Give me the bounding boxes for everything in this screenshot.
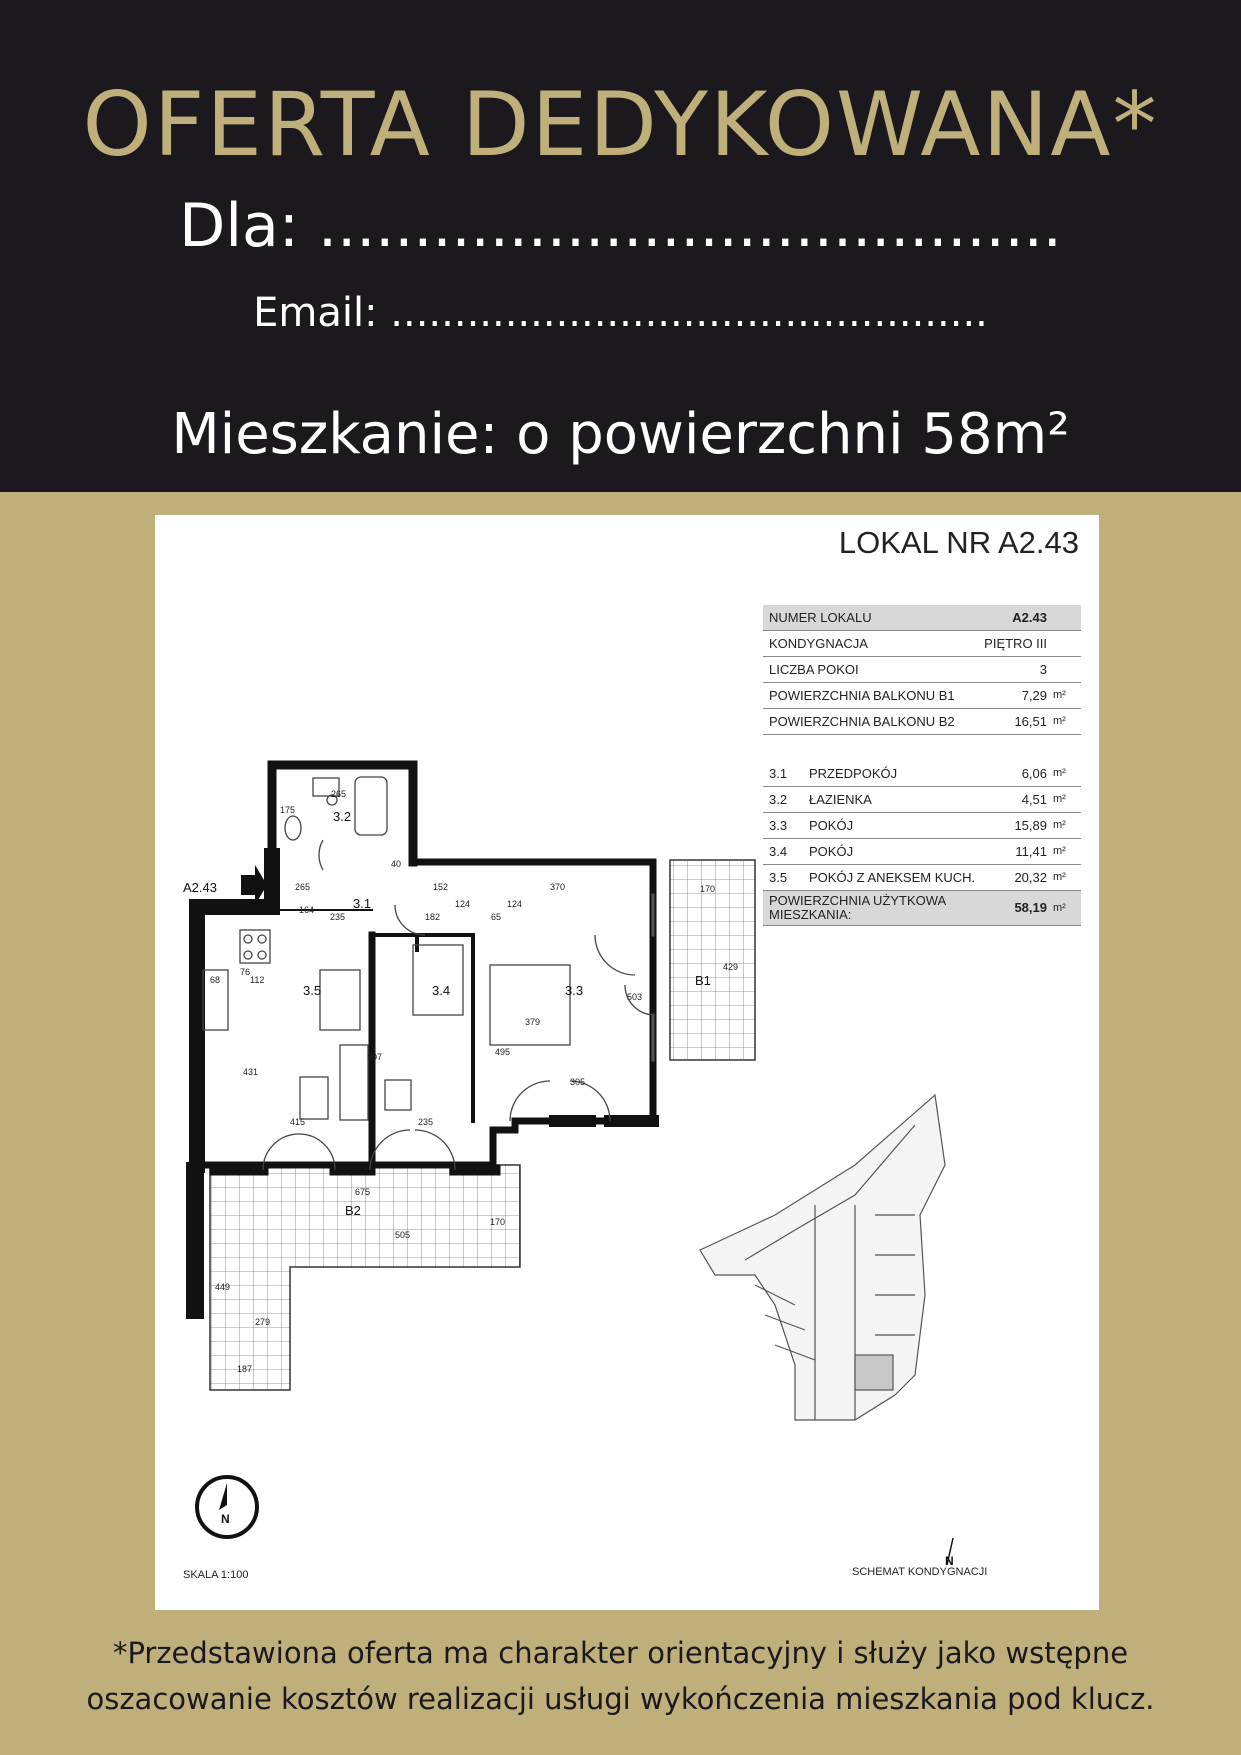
dimension-label: 40 bbox=[391, 859, 402, 869]
balcony-b2 bbox=[210, 1165, 520, 1390]
north-label: N bbox=[221, 1512, 230, 1526]
north-label: N bbox=[945, 1554, 954, 1568]
dimension-label: 187 bbox=[237, 1364, 253, 1374]
dimension-label: 449 bbox=[215, 1282, 231, 1292]
room-row: 3.5 POKÓJ Z ANEKSEM KUCH. 20,32 m² bbox=[763, 865, 1081, 891]
dimension-label: 379 bbox=[525, 1017, 541, 1027]
dimension-label: 68 bbox=[210, 975, 221, 985]
dimension-label: 112 bbox=[250, 975, 265, 985]
balcony-label: B2 bbox=[345, 1203, 361, 1218]
dimension-label: 503 bbox=[627, 992, 643, 1002]
offer-title: OFERTA DEDYKOWANA* bbox=[82, 73, 1159, 176]
dimension-label: 265 bbox=[331, 789, 347, 799]
room-row: 3.1 PRZEDPOKÓJ 6,06 m² bbox=[763, 761, 1081, 787]
schematic-north bbox=[945, 1538, 954, 1568]
disclaimer bbox=[0, 1630, 1241, 1722]
dimension-label: 175 bbox=[280, 805, 296, 815]
scale-label: SKALA 1:100 bbox=[183, 1569, 249, 1581]
room-label: 3.5 bbox=[303, 983, 322, 998]
spec-row: NUMER LOKALU A2.43 bbox=[763, 605, 1081, 631]
dimension-label: 370 bbox=[550, 882, 566, 892]
room-label: 3.1 bbox=[353, 896, 372, 911]
room-label: 3.4 bbox=[432, 983, 451, 998]
dimension-label: 507 bbox=[367, 1052, 383, 1062]
dimension-label: 76 bbox=[240, 967, 251, 977]
schematic-label: SCHEMAT KONDYGNACJI bbox=[852, 1566, 988, 1578]
dimension-label: 124 bbox=[455, 899, 471, 909]
header-band bbox=[0, 0, 1241, 492]
client-name-line: Dla: ....................................... bbox=[179, 191, 1062, 261]
floor-plan-drawing bbox=[155, 515, 1099, 1610]
dimension-label: 170 bbox=[700, 884, 716, 894]
dimension-label: 431 bbox=[243, 1067, 259, 1077]
room-label: 3.3 bbox=[565, 983, 584, 998]
dimension-label: 495 bbox=[495, 1047, 511, 1057]
dimension-label: 415 bbox=[290, 1117, 306, 1127]
dimension-label: 182 bbox=[425, 912, 441, 922]
room-label: 3.2 bbox=[333, 809, 352, 824]
dimension-label: 164 bbox=[299, 905, 315, 915]
spec-row: POWIERZCHNIA BALKONU B1 7,29 m² bbox=[763, 683, 1081, 709]
dimension-label: 65 bbox=[491, 912, 502, 922]
dimension-label: 170 bbox=[490, 1217, 506, 1227]
room-labels bbox=[183, 809, 711, 1218]
total-area-row: POWIERZCHNIA UŻYTKOWA MIESZKANIA: 58,19 m² bbox=[763, 891, 1081, 926]
dimension-label: 152 bbox=[433, 882, 449, 892]
dimension-label: 235 bbox=[330, 912, 346, 922]
entry-label: A2.43 bbox=[183, 880, 217, 895]
client-email-line: Email: ............................................... bbox=[253, 290, 988, 336]
balcony-label: B1 bbox=[695, 973, 711, 988]
floor-plan-sheet bbox=[155, 515, 1099, 1610]
disclaimer-line: *Przedstawiona oferta ma charakter orientacyjny i służy jako wstępne bbox=[112, 1636, 1129, 1670]
spec-row: POWIERZCHNIA BALKONU B2 16,51 m² bbox=[763, 709, 1081, 735]
apartment-area: Mieszkanie: o powierzchni 58m² bbox=[171, 402, 1070, 467]
dimension-label: 279 bbox=[255, 1317, 271, 1327]
spec-row: LICZBA POKOI 3 bbox=[763, 657, 1081, 683]
room-row: 3.2 ŁAZIENKA 4,51 m² bbox=[763, 787, 1081, 813]
dimension-label: 305 bbox=[570, 1077, 586, 1087]
unit-number-heading: LOKAL NR A2.43 bbox=[838, 525, 1079, 560]
dimension-label: 235 bbox=[418, 1117, 434, 1127]
dimension-label: 265 bbox=[295, 882, 311, 892]
disclaimer-line: oszacowanie kosztów realizacji usługi wykończenia mieszkania pod klucz. bbox=[86, 1682, 1155, 1716]
north-compass bbox=[197, 1477, 257, 1537]
building-schematic bbox=[700, 1095, 945, 1420]
spec-row: KONDYGNACJA PIĘTRO III bbox=[763, 631, 1081, 657]
dimension-label: 124 bbox=[507, 899, 523, 909]
dimension-label: 675 bbox=[355, 1187, 371, 1197]
dimension-label: 505 bbox=[395, 1230, 411, 1240]
dimension-label: 429 bbox=[723, 962, 739, 972]
room-row: 3.3 POKÓJ 15,89 m² bbox=[763, 813, 1081, 839]
room-row: 3.4 POKÓJ 11,41 m² bbox=[763, 839, 1081, 865]
